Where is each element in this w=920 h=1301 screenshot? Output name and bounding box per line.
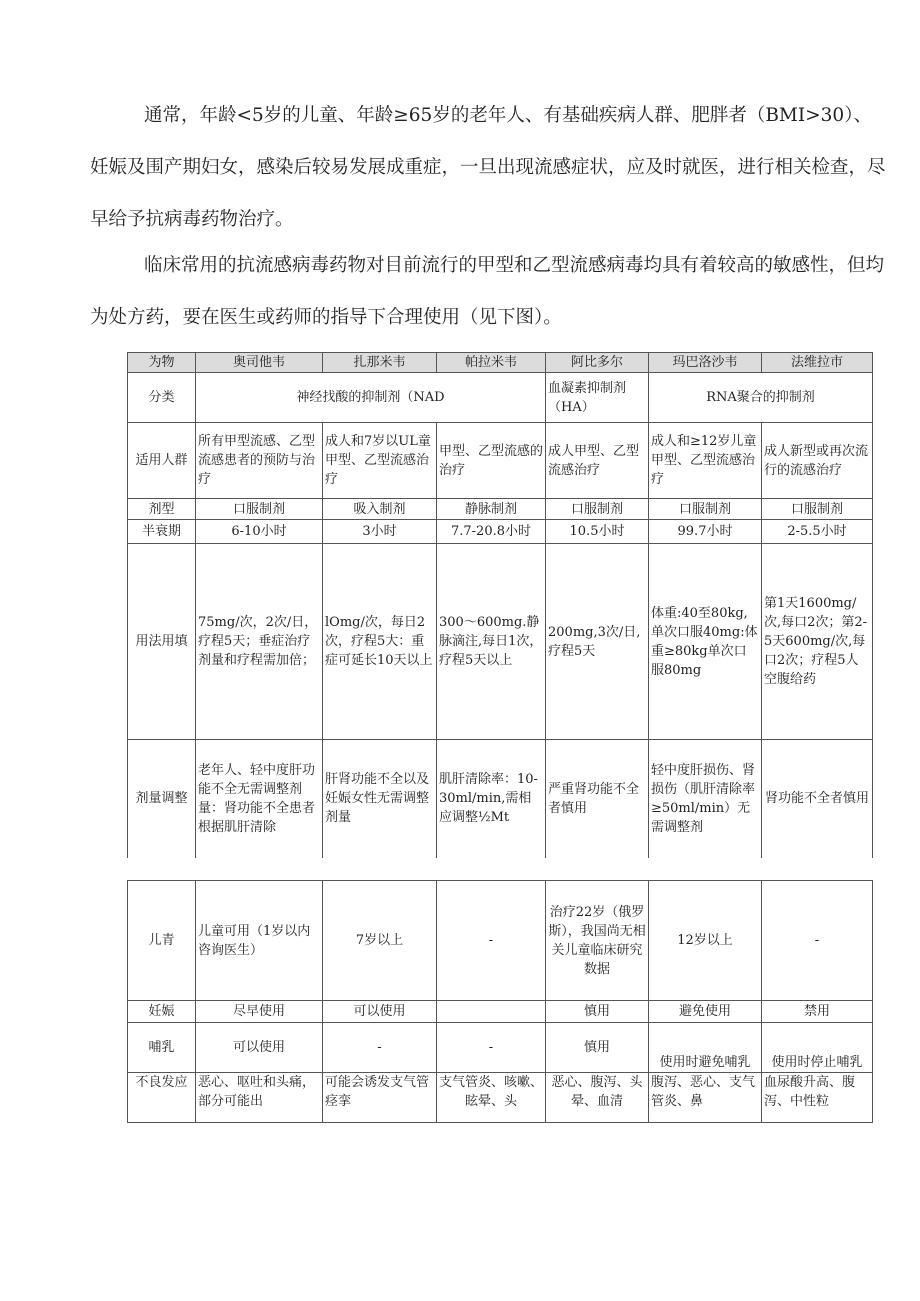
- table-cell: 7岁以上: [323, 881, 437, 1001]
- table-cell: 治疗22岁（俄罗斯），我国尚无相关儿童临床研究数据: [546, 881, 649, 1001]
- table-cell: 口服制剂: [649, 499, 762, 520]
- table-cell: 轻中度肝损伤、肾损伤（肌肝清除率≥50ml/min）无需调整剂: [649, 740, 762, 858]
- row-label: 剂量调整: [128, 740, 196, 858]
- row-label: 妊娠: [128, 1001, 196, 1023]
- row-label: 分类: [128, 373, 196, 423]
- table-row: [128, 423, 873, 499]
- table-cell: 禁用: [762, 1001, 873, 1023]
- table-cell: 2-5.5小时: [762, 520, 873, 544]
- drug-table-part2: [127, 880, 873, 1123]
- table-cell: 成人甲型、乙型流感治疗: [546, 423, 649, 499]
- table-cell: 第1天1600mg/次,每口2次；第2-5天600mg/次,每口2次；疗程5人空腹给药: [762, 544, 873, 740]
- table-cell: 肾功能不全者慎用: [762, 740, 873, 858]
- header-cell: 阿比多尔: [546, 353, 649, 373]
- table-cell: 老年人、轻中度肝功能不全无需调整剂量：肾功能不全患者根据肌肝清除: [196, 740, 323, 858]
- row-label: 适用人群: [128, 423, 196, 499]
- intro-paragraph: 通常，年龄<5岁的儿童、年龄≥65岁的老年人、有基础疾病人群、肥胖者（BMI>30）、妊娠及围产期妇女，感染后较易发展成重症，一旦出现流感症状，应及时就医，进行相关检查，尽早给予抗病毒药物治疗。: [90, 105, 886, 230]
- table-cell: 300～600mg.静脉滴注,每日1次，疗程5天以上: [437, 544, 546, 740]
- header-cell: 为物: [128, 353, 196, 373]
- table-cell: -: [437, 881, 546, 1001]
- table-cell: 成人和≥12岁儿童甲型、乙型流感治疗: [649, 423, 762, 499]
- table-cell: 200mg,3次/日,疗程5天: [546, 544, 649, 740]
- drug-table-part1: [127, 352, 873, 858]
- table-cell: -: [437, 1023, 546, 1073]
- table-cell: 恶心、呕吐和头痛，部分可能出: [196, 1073, 323, 1123]
- table-cell: 体重:40至80kg,单次口服40mg:体重≥80kg单次口服80mg: [649, 544, 762, 740]
- table-cell: 恶心、腹泻、头晕、血清: [546, 1073, 649, 1123]
- table-cell: 可以使用: [196, 1023, 323, 1073]
- table-cell: 静脉制剂: [437, 499, 546, 520]
- table-cell: 甲型、乙型流感的治疗: [437, 423, 546, 499]
- table-cell: 成人和7岁以UL童甲型、乙型流感治疗: [323, 423, 437, 499]
- table-header-row: [128, 353, 873, 373]
- header-cell: 帕拉米韦: [437, 353, 546, 373]
- table-cell: 儿童可用（1岁以内咨询医生）: [196, 881, 323, 1001]
- table-row: [128, 740, 873, 858]
- table-cell: 成人新型或再次流行的流感治疗: [762, 423, 873, 499]
- table-cell: 血尿酸升高、腹泻、中性粒: [762, 1073, 873, 1123]
- table-cell: 口服制剂: [196, 499, 323, 520]
- table-cell: 所有甲型流感、乙型流感患者的预防与治疗: [196, 423, 323, 499]
- header-cell: 玛巴洛沙韦: [649, 353, 762, 373]
- table-row: [128, 1023, 873, 1073]
- table-cell: 10.5小时: [546, 520, 649, 544]
- row-label: 半衰期: [128, 520, 196, 544]
- table-cell: -: [323, 1023, 437, 1073]
- table-cell: 避免使用: [649, 1001, 762, 1023]
- table-cell: 严重肾功能不全者慎用: [546, 740, 649, 858]
- table-row: [128, 544, 873, 740]
- table-cell: 可能会诱发支气管痉挛: [323, 1073, 437, 1123]
- table-row: [128, 499, 873, 520]
- table-row: [128, 881, 873, 1001]
- table-cell: 使用时避免哺乳: [649, 1023, 762, 1073]
- table-cell: 口服制剂: [762, 499, 873, 520]
- table-cell: 慎用: [546, 1001, 649, 1023]
- header-cell: 奥司他韦: [196, 353, 323, 373]
- header-cell: 法维拉市: [762, 353, 873, 373]
- table-cell: 6-10小时: [196, 520, 323, 544]
- table-cell: 99.7小时: [649, 520, 762, 544]
- usage-paragraph: 临床常用的抗流感病毒药物对目前流行的甲型和乙型流感病毒均具有着较高的敏感性，但均为处方药，要在医生或药师的指导下合理使用（见下图）。: [90, 255, 885, 328]
- table-cell: 肌肝清除率：10-30ml/min,需相应调整½Mt: [437, 740, 546, 858]
- row-label: 剂型: [128, 499, 196, 520]
- table-cell: 慎用: [546, 1023, 649, 1073]
- table-cell: 支气管炎、咳嗽、眩晕、头: [437, 1073, 546, 1123]
- table-cell: 腹泻、恶心、支气管炎、鼻: [649, 1073, 762, 1123]
- category-rna: RNA聚合的抑制剂: [649, 373, 873, 423]
- table-cell: 肝肾功能不全以及妊娠女性无需调整剂量: [323, 740, 437, 858]
- table-row: [128, 1001, 873, 1023]
- table-cell: 吸入制剂: [323, 499, 437, 520]
- category-neuraminidase: 神经找酸的抑制剂（NAD: [196, 373, 546, 423]
- table-cell: 可以使用: [323, 1001, 437, 1023]
- row-label: 不良发应: [128, 1073, 196, 1123]
- category-ha: 血凝素抑制剂（HA）: [546, 373, 649, 423]
- table-cell: -: [762, 881, 873, 1001]
- table-cell: 口服制剂: [546, 499, 649, 520]
- header-cell: 扎那米韦: [323, 353, 437, 373]
- table-row-category: [128, 373, 873, 423]
- row-label: 哺乳: [128, 1023, 196, 1073]
- table-cell: 75mg/次，2次/日，疗程5天；垂症治疗剂量和疗程需加倍；: [196, 544, 323, 740]
- row-label: 儿青: [128, 881, 196, 1001]
- table-cell: 使用时停止哺乳: [762, 1023, 873, 1073]
- table-cell: [437, 1001, 546, 1023]
- table-cell: 3小时: [323, 520, 437, 544]
- table-row: [128, 520, 873, 544]
- table-cell: 尽早使用: [196, 1001, 323, 1023]
- table-cell: 7.7-20.8小时: [437, 520, 546, 544]
- table-row: [128, 1073, 873, 1123]
- table-cell: 12岁以上: [649, 881, 762, 1001]
- table-cell: lOmg/次，每日2次，疗程5大：重症可延长10天以上: [323, 544, 437, 740]
- row-label: 用法用填: [128, 544, 196, 740]
